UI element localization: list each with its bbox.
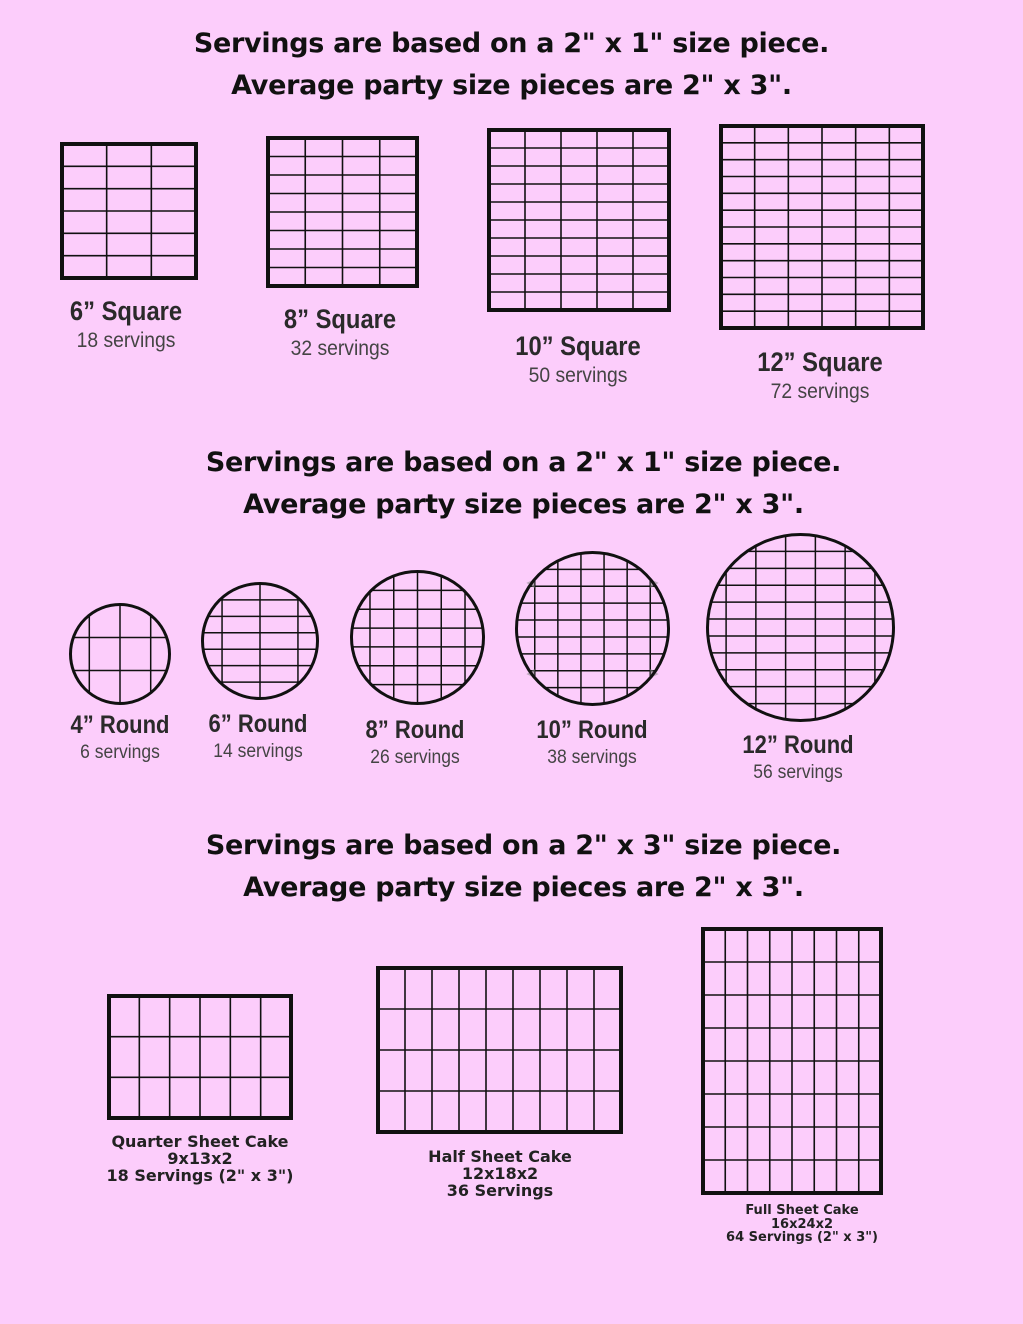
cake-servings: 64 Servings (2" x 3") (726, 1230, 878, 1246)
cake-servings: 32 servings (290, 337, 390, 360)
cake-servings: 14 servings (213, 741, 303, 762)
heading-round-section (12, 442, 1023, 526)
cake-servings: 56 servings (753, 762, 843, 783)
round-4-diagram (69, 603, 171, 705)
heading-line-2: Average party size pieces are 2" x 3". (243, 489, 804, 520)
cake-size: 16x24x2 (771, 1216, 833, 1232)
heading-line-1: Servings are based on a 2" x 1" size piece. (193, 28, 830, 59)
cake-outline (517, 553, 669, 705)
heading-sheet-section (12, 825, 1023, 909)
heading-line-1: Servings are based on a 2" x 3" size piece. (205, 830, 842, 861)
heading-line-2: Average party size pieces are 2" x 3". (243, 872, 804, 903)
round-6-label (178, 710, 338, 763)
quarter-sheet-diagram (107, 994, 293, 1120)
cake-name: 12” Square (757, 347, 883, 377)
cake-name: 8” Round (365, 716, 465, 744)
round-12-label (708, 731, 888, 784)
round-10-label (502, 716, 682, 769)
heading-line-2: Average party size pieces are 2" x 3". (231, 70, 792, 101)
cake-servings: 38 servings (547, 747, 637, 768)
round-6-diagram (201, 582, 319, 700)
cake-servings: 36 Servings (446, 1180, 554, 1200)
square-12-diagram (719, 124, 925, 330)
cake-name: 8” Square (283, 304, 397, 334)
cake-size: 9x13x2 (167, 1148, 233, 1168)
square-10-label (478, 331, 678, 388)
square-8-diagram (266, 136, 419, 288)
half-sheet-label (360, 1149, 640, 1199)
cake-name: 6” Round (208, 710, 308, 738)
cake-name: 10” Round (536, 716, 648, 744)
square-6-diagram (60, 142, 198, 280)
full-sheet-diagram (701, 927, 883, 1195)
heading-square-section (0, 23, 1023, 107)
cake-name: 12” Round (742, 731, 854, 759)
round-10-diagram (515, 551, 670, 706)
square-10-diagram (487, 128, 671, 312)
cake-servings: 50 servings (528, 364, 628, 387)
heading-line-1: Servings are based on a 2" x 1" size piece. (205, 447, 842, 478)
round-8-diagram (350, 570, 485, 705)
cake-servings: 18 Servings (2" x 3") (106, 1165, 294, 1185)
full-sheet-label (672, 1204, 932, 1245)
cake-name: 6” Square (69, 296, 183, 326)
cake-name: Full Sheet Cake (745, 1203, 859, 1218)
cake-servings: 26 servings (370, 747, 460, 768)
cake-size: 12x18x2 (461, 1163, 539, 1183)
cake-name: Half Sheet Cake (428, 1147, 572, 1166)
cake-servings: 6 servings (80, 742, 160, 763)
cake-name: Quarter Sheet Cake (111, 1132, 289, 1151)
cake-name: 4” Round (70, 711, 170, 739)
square-8-label (250, 304, 430, 361)
round-12-diagram (706, 533, 895, 722)
square-6-label (36, 296, 216, 353)
round-8-label (335, 716, 495, 769)
quarter-sheet-label (60, 1134, 340, 1184)
square-12-label (720, 347, 920, 404)
cake-servings: 18 servings (76, 329, 176, 352)
cake-name: 10” Square (515, 331, 641, 361)
cake-servings: 72 servings (770, 380, 870, 403)
round-4-label (40, 711, 200, 764)
cake-outline (708, 535, 894, 721)
half-sheet-diagram (376, 966, 623, 1134)
